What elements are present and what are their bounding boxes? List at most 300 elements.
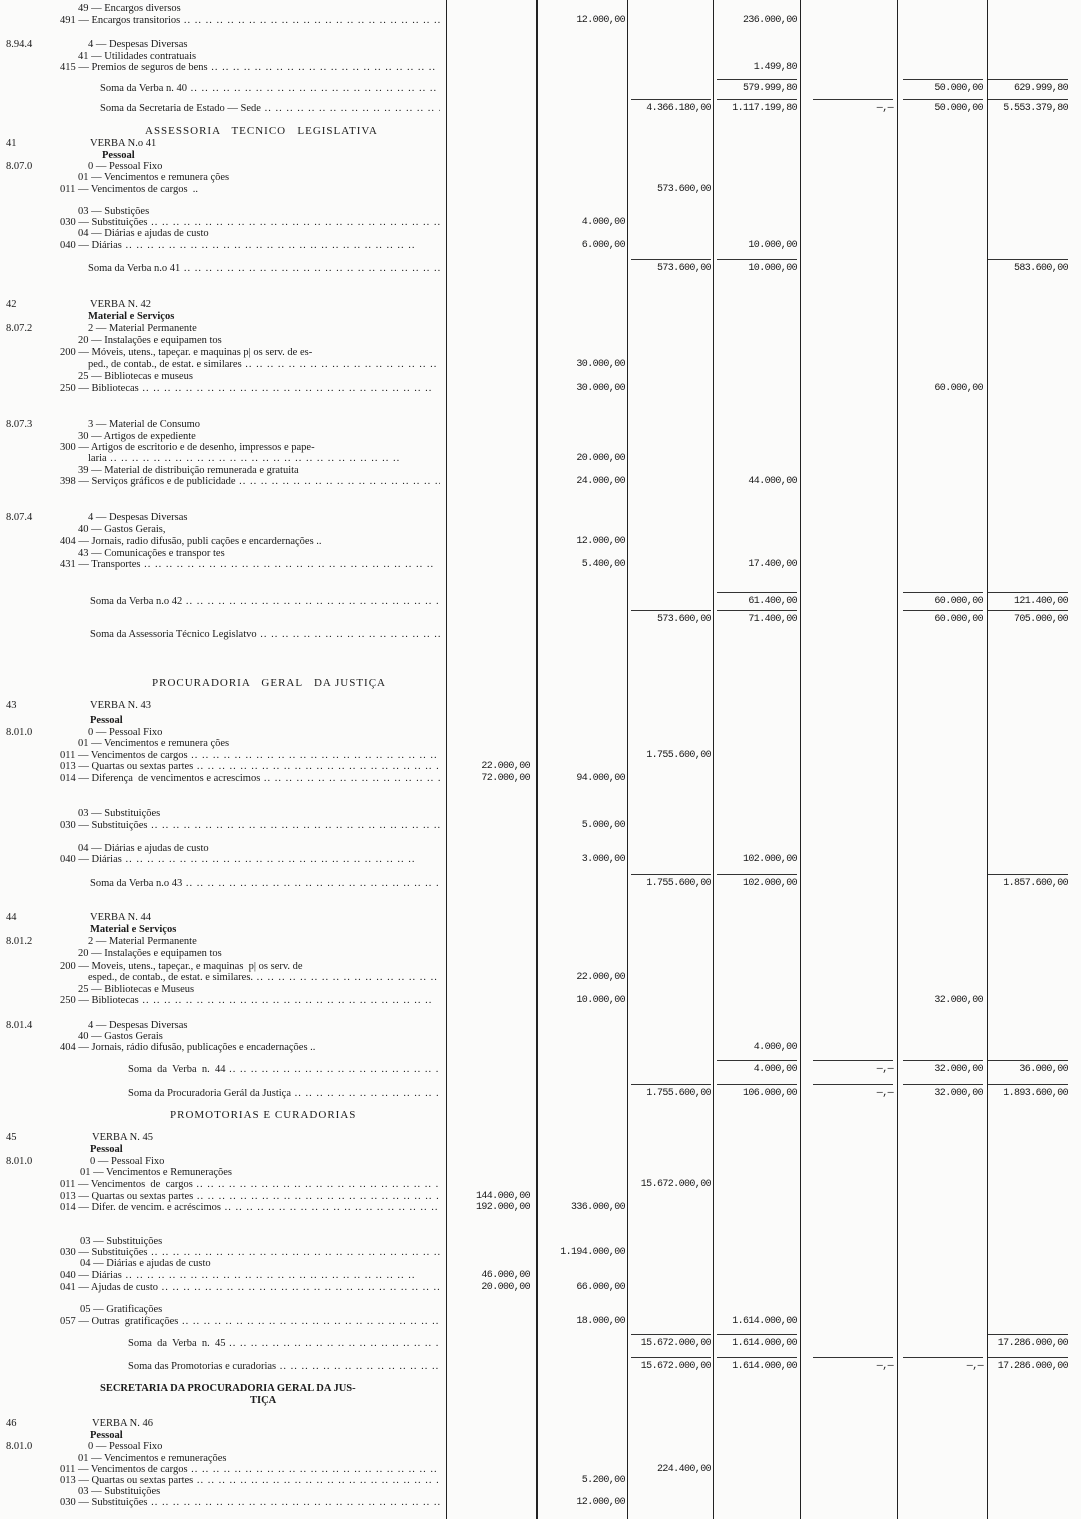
amount-column-c: 1.755.600,00 bbox=[646, 750, 711, 761]
row-label bbox=[80, 1304, 440, 1316]
sum-rule bbox=[717, 259, 797, 260]
sum-rule bbox=[903, 592, 983, 593]
row-label bbox=[60, 383, 440, 395]
table-row bbox=[0, 924, 1081, 936]
row-label-text: 057 — Outras gratificações bbox=[60, 1316, 179, 1327]
amount-column-g: 17.286.000,00 bbox=[997, 1338, 1068, 1349]
row-label-text: 04 — Diárias e ajudas de custo bbox=[80, 1258, 211, 1269]
row-label bbox=[90, 629, 440, 641]
row-label bbox=[60, 15, 440, 27]
sum-rule bbox=[988, 1357, 1068, 1358]
sum-rule bbox=[631, 1357, 711, 1358]
row-label-text: 25 — Bibliotecas e museus bbox=[78, 371, 193, 382]
row-label-text: 013 — Quartas ou sextas partes bbox=[60, 761, 194, 772]
row-label-text: 0 — Pessoal Fixo bbox=[88, 161, 163, 172]
sum-rule bbox=[988, 592, 1068, 593]
row-label bbox=[88, 311, 440, 323]
table-row bbox=[0, 419, 1081, 431]
amount-column-e: —,— bbox=[876, 1361, 893, 1372]
table-row bbox=[0, 1282, 1081, 1294]
row-label bbox=[152, 677, 440, 689]
amount-column-e: —,— bbox=[876, 1088, 893, 1099]
row-label bbox=[88, 936, 440, 948]
row-label-text: 0 — Pessoal Fixo bbox=[88, 727, 163, 738]
row-label-text: 011 — Vencimentos de cargos bbox=[60, 1179, 193, 1190]
row-label bbox=[60, 995, 440, 1007]
sum-rule bbox=[631, 1084, 711, 1085]
amount-column-d: 4.000,00 bbox=[753, 1064, 797, 1075]
sum-rule bbox=[988, 99, 1068, 100]
sum-rule bbox=[903, 610, 983, 611]
amount-column-b: 30.000,00 bbox=[576, 359, 625, 370]
table-row bbox=[0, 359, 1081, 371]
row-label-text: 404 — Jornais, rádio difusão, publicações e encadernações .. bbox=[60, 1042, 316, 1053]
row-label-text: VERBA N. 42 bbox=[90, 299, 151, 310]
row-label-text: Soma da Verba n. 40 bbox=[100, 83, 187, 94]
table-row bbox=[0, 524, 1081, 536]
sum-rule bbox=[988, 259, 1068, 260]
sum-rule bbox=[988, 874, 1068, 875]
table-row bbox=[0, 39, 1081, 51]
amount-column-c: 1.755.600,00 bbox=[646, 1088, 711, 1099]
amount-column-d: 236.000,00 bbox=[742, 15, 797, 26]
amount-column-c: 15.672.000,00 bbox=[640, 1179, 711, 1190]
row-label-text: Soma da Secretaria de Estado — Sede bbox=[100, 103, 261, 114]
subtotal-row bbox=[0, 878, 1081, 890]
row-label-text: 011 — Vencimentos de cargos bbox=[60, 1464, 188, 1475]
sum-rule bbox=[988, 610, 1068, 611]
row-label-text: 030 — Substituições bbox=[60, 1497, 148, 1508]
row-label-text: Pessoal bbox=[90, 715, 123, 726]
row-label-text: 431 — Transportes bbox=[60, 559, 141, 570]
amount-column-d: 17.400,00 bbox=[748, 559, 797, 570]
amount-column-f: 32.000,00 bbox=[934, 995, 983, 1006]
item-code: 8.01.2 bbox=[6, 936, 33, 947]
item-code: 8.07.0 bbox=[6, 161, 33, 172]
amount-column-b: 66.000,00 bbox=[576, 1282, 625, 1293]
amount-column-g: 121.400,00 bbox=[1013, 596, 1068, 607]
sum-rule bbox=[717, 1060, 797, 1061]
table-row bbox=[0, 335, 1081, 347]
amount-column-b: 5.400,00 bbox=[581, 559, 625, 570]
row-label bbox=[90, 715, 440, 727]
table-row bbox=[0, 1167, 1081, 1179]
amount-column-c: 573.600,00 bbox=[656, 614, 711, 625]
row-label bbox=[128, 1361, 440, 1373]
table-row bbox=[0, 773, 1081, 785]
row-label-text: 03 — Substituições bbox=[78, 1486, 161, 1497]
table-row bbox=[0, 1042, 1081, 1054]
sum-rule bbox=[903, 99, 983, 100]
table-row bbox=[0, 820, 1081, 832]
row-label bbox=[88, 453, 440, 465]
section-heading-row bbox=[0, 1109, 1081, 1121]
sum-rule bbox=[813, 1084, 893, 1085]
amount-column-g: 5.553.379,80 bbox=[1003, 103, 1068, 114]
subtotal-row bbox=[0, 596, 1081, 608]
amount-column-g: 705.000,00 bbox=[1013, 614, 1068, 625]
sum-rule bbox=[717, 610, 797, 611]
amount-column-d: 1.614.000,00 bbox=[732, 1338, 797, 1349]
row-label bbox=[60, 476, 440, 488]
row-label bbox=[128, 1088, 440, 1100]
row-label-text: Soma da Procuradoria Gerál da Justiça bbox=[128, 1088, 291, 1099]
row-label-text: 04 — Diárias e ajudas de custo bbox=[78, 228, 209, 239]
row-label bbox=[90, 912, 440, 924]
row-label bbox=[60, 761, 440, 773]
amount-column-g: 17.286.000,00 bbox=[997, 1361, 1068, 1372]
item-code: 8.07.2 bbox=[6, 323, 33, 334]
row-label-text: 03 — Substituições bbox=[78, 808, 161, 819]
amount-column-c: 224.400,00 bbox=[656, 1464, 711, 1475]
row-label bbox=[88, 323, 440, 335]
table-row bbox=[0, 936, 1081, 948]
row-label-text: 03 — Substições bbox=[78, 206, 150, 217]
amount-column-f: 32.000,00 bbox=[934, 1064, 983, 1075]
sum-rule bbox=[988, 1334, 1068, 1335]
row-label-text: 041 — Ajudas de custo bbox=[60, 1282, 158, 1293]
amount-column-a: 72.000,00 bbox=[481, 773, 530, 784]
item-code: 46 bbox=[6, 1418, 17, 1429]
amount-column-d: 102.000,00 bbox=[742, 854, 797, 865]
table-row bbox=[0, 184, 1081, 196]
amount-column-d: 1.117.199,80 bbox=[732, 103, 797, 114]
item-code: 8.94.4 bbox=[6, 39, 33, 50]
item-code: 44 bbox=[6, 912, 17, 923]
amount-column-f: 50.000,00 bbox=[934, 83, 983, 94]
amount-column-a: 22.000,00 bbox=[481, 761, 530, 772]
row-label bbox=[250, 1395, 440, 1407]
amount-column-b: 24.000,00 bbox=[576, 476, 625, 487]
row-label bbox=[60, 1270, 440, 1282]
row-label-text: esped., de contab., de estat. e similares. bbox=[88, 972, 254, 983]
amount-column-a: 20.000,00 bbox=[481, 1282, 530, 1293]
amount-column-d: 44.000,00 bbox=[748, 476, 797, 487]
amount-column-b: 6.000,00 bbox=[581, 240, 625, 251]
row-label-text: 014 — Diferença de vencimentos e acrescimos bbox=[60, 773, 261, 784]
row-label-text: Material e Serviços bbox=[90, 924, 177, 935]
table-row bbox=[0, 512, 1081, 524]
table-row bbox=[0, 1497, 1081, 1509]
row-label-text: 2 — Material Permanente bbox=[88, 936, 197, 947]
item-code: 42 bbox=[6, 299, 17, 310]
amount-column-f: 60.000,00 bbox=[934, 596, 983, 607]
row-label-text: 4 — Despesas Diversas bbox=[88, 512, 188, 523]
amount-column-b: 1.194.000,00 bbox=[560, 1247, 625, 1258]
row-label bbox=[92, 1418, 440, 1430]
row-label bbox=[60, 820, 440, 832]
amount-column-g: 36.000,00 bbox=[1019, 1064, 1068, 1075]
row-label-text: ped., de contab., de estat. e similares bbox=[88, 359, 242, 370]
row-label-text: Soma da Verba n.o 43 bbox=[90, 878, 183, 889]
amount-column-f: —,— bbox=[966, 1361, 983, 1372]
row-label-text: 2 — Material Permanente bbox=[88, 323, 197, 334]
table-row bbox=[0, 1383, 1081, 1395]
row-label-text: 415 — Premios de seguros de bens bbox=[60, 62, 208, 73]
sum-rule bbox=[813, 99, 893, 100]
row-label-text: Soma das Promotorias e curadorias bbox=[128, 1361, 277, 1372]
row-label bbox=[60, 1316, 440, 1328]
row-label-text: 404 — Jornais, radio difusão, publi cações e encardernações .. bbox=[60, 536, 322, 547]
sum-rule bbox=[631, 259, 711, 260]
amount-column-c: 4.366.180,00 bbox=[646, 103, 711, 114]
amount-column-d: 10.000,00 bbox=[748, 263, 797, 274]
amount-column-d: 61.400,00 bbox=[748, 596, 797, 607]
table-row bbox=[0, 311, 1081, 323]
table-row bbox=[0, 476, 1081, 488]
amount-column-d: 1.614.000,00 bbox=[732, 1316, 797, 1327]
table-row bbox=[0, 1258, 1081, 1270]
row-label-text: 014 — Difer. de vencim. e acréscimos bbox=[60, 1202, 221, 1213]
row-label-text: Soma da Verba n. 45 bbox=[128, 1338, 226, 1349]
amount-column-b: 336.000,00 bbox=[570, 1202, 625, 1213]
row-label-text: Pessoal bbox=[90, 1430, 123, 1441]
row-label-text: 01 — Vencimentos e remunera ções bbox=[78, 738, 230, 749]
row-label-text: Soma da Assessoria Técnico Legislatvo bbox=[90, 629, 257, 640]
row-label-text: 398 — Serviços gráficos e de publicidade bbox=[60, 476, 236, 487]
amount-column-f: 32.000,00 bbox=[934, 1088, 983, 1099]
row-label bbox=[128, 1064, 440, 1076]
row-label-text: TIÇA bbox=[250, 1395, 277, 1406]
row-label-text: 200 — Moveis, utens., tapeçar., e maquinas p| os serv. de bbox=[60, 961, 303, 972]
table-row bbox=[0, 1441, 1081, 1453]
sum-rule bbox=[631, 610, 711, 611]
amount-column-b: 18.000,00 bbox=[576, 1316, 625, 1327]
sum-rule bbox=[631, 99, 711, 100]
item-code: 8.01.0 bbox=[6, 1441, 33, 1452]
row-label-text: 013 — Quartas ou sextas partes bbox=[60, 1475, 194, 1486]
row-label-text: 040 — Diárias bbox=[60, 854, 122, 865]
row-label bbox=[145, 125, 440, 137]
item-code: 8.07.4 bbox=[6, 512, 33, 523]
row-label bbox=[60, 1497, 440, 1509]
table-row bbox=[0, 228, 1081, 240]
table-row bbox=[0, 738, 1081, 750]
row-label bbox=[92, 1132, 440, 1144]
row-label-text: 41 — Utilidades contratuais bbox=[78, 51, 197, 62]
row-label-text: 01 — Vencimentos e remunerações bbox=[78, 1453, 227, 1464]
row-label bbox=[90, 138, 440, 150]
row-label-text: Soma da Verba n. 44 bbox=[128, 1064, 226, 1075]
sum-rule bbox=[717, 874, 797, 875]
amount-column-a: 46.000,00 bbox=[481, 1270, 530, 1281]
table-row bbox=[0, 700, 1081, 712]
amount-column-a: 192.000,00 bbox=[475, 1202, 530, 1213]
row-label-text: 013 — Quartas ou sextas partes bbox=[60, 1191, 194, 1202]
item-code: 8.01.4 bbox=[6, 1020, 33, 1031]
table-row bbox=[0, 383, 1081, 395]
row-label-text: 20 — Instalações e equipamen tos bbox=[78, 335, 222, 346]
subtotal-row bbox=[0, 103, 1081, 115]
sum-rule bbox=[988, 79, 1068, 80]
row-label bbox=[78, 808, 440, 820]
row-label bbox=[128, 1338, 440, 1350]
table-row bbox=[0, 1179, 1081, 1191]
amount-column-b: 12.000,00 bbox=[576, 1497, 625, 1508]
sum-rule bbox=[631, 1334, 711, 1335]
row-label-text: VERBA N. 44 bbox=[90, 912, 151, 923]
table-row bbox=[0, 453, 1081, 465]
row-label bbox=[100, 83, 440, 95]
row-label bbox=[78, 172, 440, 184]
sum-rule bbox=[903, 79, 983, 80]
row-label bbox=[60, 536, 440, 548]
table-row bbox=[0, 614, 1081, 626]
amount-column-b: 20.000,00 bbox=[576, 453, 625, 464]
table-row bbox=[0, 948, 1081, 960]
amount-column-c: 15.672.000,00 bbox=[640, 1361, 711, 1372]
table-row bbox=[0, 1304, 1081, 1316]
row-label-text: 200 — Móveis, utens., tapeçar. e maquinas p| os serv. de es- bbox=[60, 347, 313, 358]
row-label-text: VERBA N. 45 bbox=[92, 1132, 153, 1143]
table-row bbox=[0, 995, 1081, 1007]
subtotal-row bbox=[0, 1088, 1081, 1100]
row-label-text: SECRETARIA DA PROCURADORIA GERAL DA JUS- bbox=[100, 1383, 356, 1394]
subtotal-row bbox=[0, 263, 1081, 275]
row-label bbox=[60, 559, 440, 571]
sum-rule bbox=[717, 99, 797, 100]
row-label bbox=[78, 3, 440, 15]
table-row bbox=[0, 854, 1081, 866]
row-label bbox=[60, 347, 440, 359]
subtotal-row bbox=[0, 83, 1081, 95]
amount-column-d: 1.614.000,00 bbox=[732, 1361, 797, 1372]
amount-column-c: 15.672.000,00 bbox=[640, 1338, 711, 1349]
row-label bbox=[88, 972, 440, 984]
section-heading-row bbox=[0, 677, 1081, 689]
row-label-text: 03 — Substituições bbox=[80, 1236, 163, 1247]
amount-column-g: 629.999,80 bbox=[1013, 83, 1068, 94]
item-code: 8.01.0 bbox=[6, 727, 33, 738]
section-heading-row bbox=[0, 125, 1081, 137]
amount-column-e: —,— bbox=[876, 103, 893, 114]
table-row bbox=[0, 536, 1081, 548]
amount-column-f: 50.000,00 bbox=[934, 103, 983, 114]
amount-column-b: 5.000,00 bbox=[581, 820, 625, 831]
row-label bbox=[90, 1144, 440, 1156]
row-label-text: 40 — Gastos Gerais bbox=[78, 1031, 163, 1042]
row-label bbox=[60, 773, 440, 785]
item-code: 8.07.3 bbox=[6, 419, 33, 430]
row-label bbox=[60, 62, 440, 74]
row-label bbox=[60, 854, 440, 866]
row-label-text: VERBA N. 43 bbox=[90, 700, 151, 711]
amount-column-c: 1.755.600,00 bbox=[646, 878, 711, 889]
item-code: 41 bbox=[6, 138, 17, 149]
row-label bbox=[78, 228, 440, 240]
table-row bbox=[0, 15, 1081, 27]
row-label-text: 4 — Despesas Diversas bbox=[88, 39, 188, 50]
row-label-text: 011 — Vencimentos de cargos bbox=[60, 750, 188, 761]
row-label-text: 3 — Material de Consumo bbox=[88, 419, 200, 430]
row-label-text: VERBA N. 46 bbox=[92, 1418, 153, 1429]
row-label-text: 250 — Bibliotecas bbox=[60, 995, 139, 1006]
row-label bbox=[78, 738, 440, 750]
row-label-text: Pessoal bbox=[102, 150, 135, 161]
row-label-text: laria bbox=[88, 453, 107, 464]
row-label-text: 25 — Bibliotecas e Museus bbox=[78, 984, 195, 995]
table-row bbox=[0, 371, 1081, 383]
amount-column-a: 144.000,00 bbox=[475, 1191, 530, 1202]
sum-rule bbox=[717, 1334, 797, 1335]
amount-column-c: 573.600,00 bbox=[656, 184, 711, 195]
table-row bbox=[0, 1395, 1081, 1407]
table-row bbox=[0, 715, 1081, 727]
amount-column-b: 12.000,00 bbox=[576, 536, 625, 547]
row-label-text: 01 — Vencimentos e Remunerações bbox=[80, 1167, 233, 1178]
amount-column-b: 5.200,00 bbox=[581, 1475, 625, 1486]
amount-column-f: 60.000,00 bbox=[934, 614, 983, 625]
row-label bbox=[80, 1167, 440, 1179]
row-label bbox=[60, 1042, 440, 1054]
row-label-text: 030 — Substituições bbox=[60, 820, 148, 831]
table-row bbox=[0, 323, 1081, 335]
row-label-text: 0 — Pessoal Fixo bbox=[90, 1156, 165, 1167]
row-label bbox=[78, 335, 440, 347]
amount-column-d: 10.000,00 bbox=[748, 240, 797, 251]
amount-column-f: 60.000,00 bbox=[934, 383, 983, 394]
row-label bbox=[60, 1282, 440, 1294]
row-label-text: 040 — Diárias bbox=[60, 240, 122, 251]
row-label bbox=[100, 103, 440, 115]
table-row bbox=[0, 912, 1081, 924]
row-label bbox=[60, 1179, 440, 1191]
amount-column-d: 71.400,00 bbox=[748, 614, 797, 625]
row-label-text: 030 — Substituições bbox=[60, 217, 148, 228]
sum-rule bbox=[813, 1357, 893, 1358]
row-label-text: PROCURADORIA GERAL DA JUSTIÇA bbox=[152, 677, 386, 689]
amount-column-g: 1.893.600,00 bbox=[1003, 1088, 1068, 1099]
item-code: 45 bbox=[6, 1132, 17, 1143]
table-row bbox=[0, 559, 1081, 571]
row-label-text: 04 — Diárias e ajudas de custo bbox=[78, 843, 209, 854]
table-row bbox=[0, 808, 1081, 820]
sum-rule bbox=[903, 1357, 983, 1358]
amount-column-d: 106.000,00 bbox=[742, 1088, 797, 1099]
row-label bbox=[78, 948, 440, 960]
table-row bbox=[0, 1202, 1081, 1214]
table-row bbox=[0, 347, 1081, 359]
amount-column-b: 3.000,00 bbox=[581, 854, 625, 865]
amount-column-b: 4.000,00 bbox=[581, 217, 625, 228]
row-label-text: 49 — Encargos diversos bbox=[78, 3, 181, 14]
row-label-text: PROMOTORIAS E CURADORIAS bbox=[170, 1109, 357, 1121]
row-label-text: VERBA N.o 41 bbox=[90, 138, 157, 149]
row-label-text: 30 — Artigos de expediente bbox=[78, 431, 196, 442]
amount-column-b: 10.000,00 bbox=[576, 995, 625, 1006]
amount-column-b: 30.000,00 bbox=[576, 383, 625, 394]
row-label-text: 40 — Gastos Gerais, bbox=[78, 524, 166, 535]
table-row bbox=[0, 1270, 1081, 1282]
row-label-text: 250 — Bibliotecas bbox=[60, 383, 139, 394]
row-label-text: Pessoal bbox=[90, 1144, 123, 1155]
row-label bbox=[90, 596, 440, 608]
subtotal-row bbox=[0, 1338, 1081, 1350]
amount-column-d: 1.499,80 bbox=[753, 62, 797, 73]
row-label bbox=[60, 240, 440, 252]
row-label-text: 030 — Substituições bbox=[60, 1247, 148, 1258]
row-label bbox=[60, 1202, 440, 1214]
table-row bbox=[0, 299, 1081, 311]
row-label bbox=[88, 1441, 440, 1453]
item-code: 8.01.0 bbox=[6, 1156, 33, 1167]
sum-rule bbox=[717, 1357, 797, 1358]
subtotal-row bbox=[0, 1064, 1081, 1076]
subtotal-row bbox=[0, 629, 1081, 641]
row-label-text: 20 — Instalações e equipamen tos bbox=[78, 948, 222, 959]
row-label bbox=[90, 700, 440, 712]
sum-rule bbox=[717, 1084, 797, 1085]
